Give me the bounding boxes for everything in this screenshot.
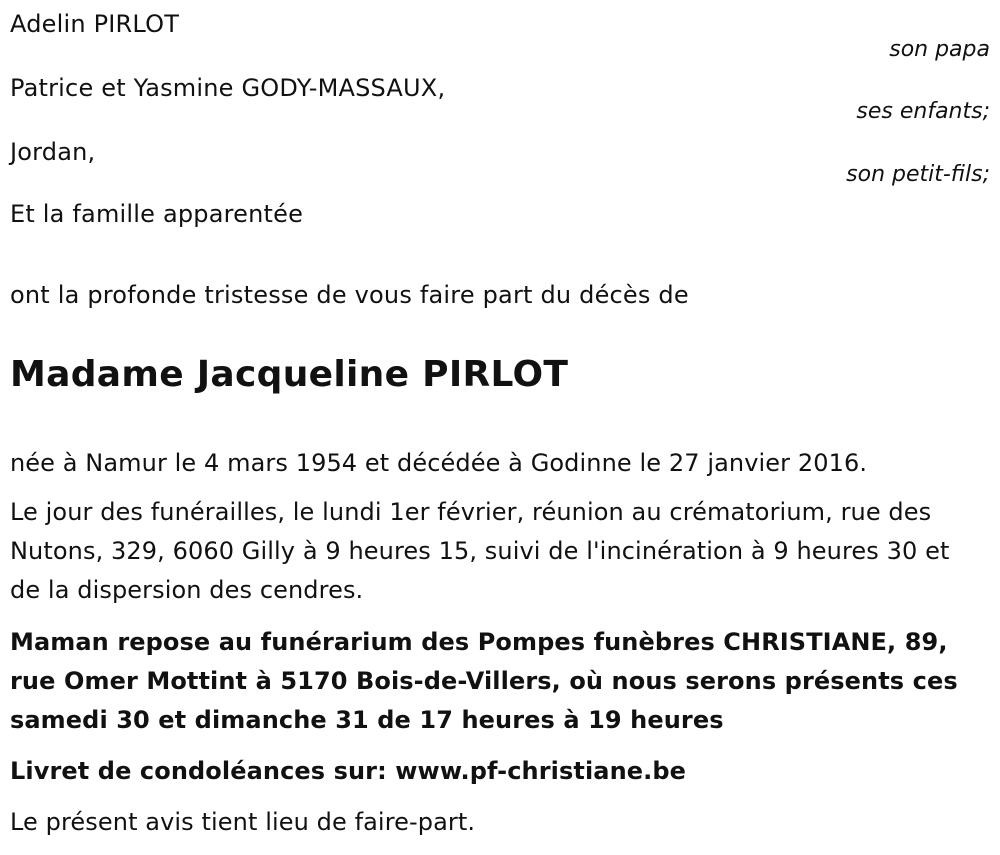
birth-death-text: née à Namur le 4 mars 1954 et décédée à Godinne le 27 janvier 2016. <box>10 449 868 477</box>
condolences-text: Livret de condoléances sur: www.pf-christiane.be <box>10 757 687 785</box>
deceased-name: Madame Jacqueline PIRLOT <box>10 354 569 395</box>
family-role-2: ses enfants; <box>856 99 990 124</box>
family-name-2: Patrice et Yasmine GODY-MASSAUX, <box>10 74 446 102</box>
announcement-text: ont la profonde tristesse de vous faire part du décès de <box>10 281 689 309</box>
funeral-text: Le jour des funérailles, le lundi 1er février, réunion au crématorium, rue des Nutons, 329, 6060 Gilly à 9 heures 15, suivi de l'incinération à 9 heures 30 et de la dispersion des cendres. <box>10 498 950 604</box>
viewing-text: Maman repose au funérarium des Pompes funèbres CHRISTIANE, 89, rue Omer Mottint à 5170 Bois-de-Villers, où nous serons présents ces samedi 30 et dimanche 31 de 17 heures à 19 heures <box>10 628 958 734</box>
family-name-3: Jordan, <box>10 138 96 166</box>
family-name-1: Adelin PIRLOT <box>10 10 180 38</box>
closing-text: Le présent avis tient lieu de faire-part. <box>10 808 476 836</box>
family-role-1: son papa <box>889 37 990 62</box>
family-name-4: Et la famille apparentée <box>10 200 304 228</box>
family-role-3: son petit-fils; <box>846 162 990 187</box>
